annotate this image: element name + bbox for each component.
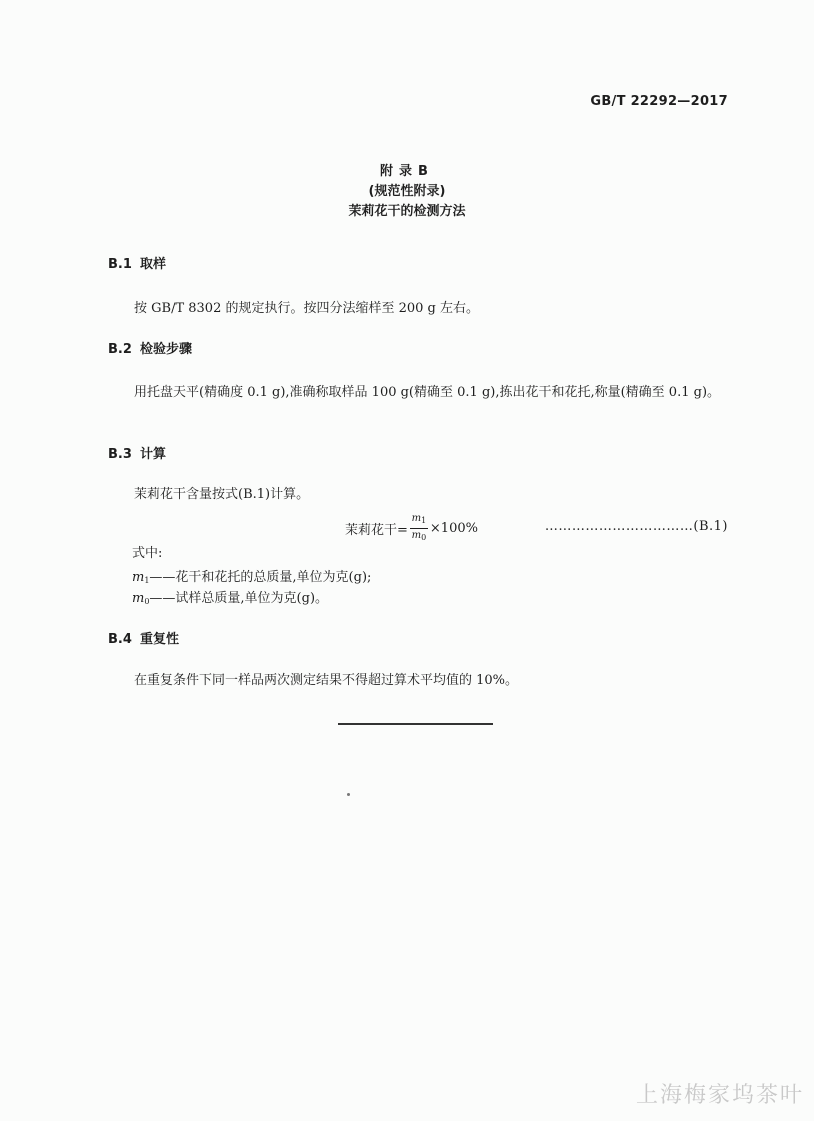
section-title-b1 [108,253,166,272]
formula-rhs: ×100% [429,520,478,536]
section-body-b2: 用托盘天平(精确度 0.1 g),准确称取样品 100 g(精确至 0.1 g),拣出花干和花托,称量(精确至 0.1 g)。 [134,385,721,400]
section-body-b1: 按 GB/T 8302 的规定执行。按四分法缩样至 200 g 左右。 [134,301,480,316]
section-title-b4 [108,628,179,647]
formula-expression [345,510,478,546]
watermark: 上海梅家坞茶叶 [635,1083,804,1108]
fraction-denominator: $m_0$ [411,529,427,542]
section-heading: 检验步骤 [140,342,193,357]
annex-label: 附录B [380,164,434,179]
section-body-b3: 茉莉花干含量按式(B.1)计算。 [134,487,310,502]
section-body-b4: 在重复条件下同一样品两次测定结果不得超过算术平均值的 10%。 [134,673,519,688]
annex-type: (规范性附录) [368,184,446,199]
definition-m0: $m_0——$试样总质量,单位为克(g)。 [132,591,329,606]
section-number: B.4 [108,632,132,647]
annex-heading [0,162,814,222]
fraction-numerator: $m_1$ [411,512,427,525]
where-intro: 式中: [132,546,163,561]
section-title-b2 [108,338,192,357]
section-number: B.3 [108,447,132,462]
scan-speck [347,793,350,796]
formula-b1 [108,510,730,546]
section-heading: 计算 [140,447,167,462]
section-heading: 取样 [140,257,167,272]
definition-m1: $m_1——$花干和花托的总质量,单位为克(g); [132,570,372,585]
end-rule [338,723,493,725]
section-title-b3 [108,443,166,462]
equation-number: ……………………………(B.1) [544,519,728,534]
section-number: B.1 [108,257,132,272]
standard-code: GB/T 22292—2017 [590,94,728,109]
fraction-bar [410,528,428,529]
formula-lhs: 茉莉花干= [345,522,408,538]
section-number: B.2 [108,342,132,357]
formula-fraction [410,513,428,544]
annex-title: 茉莉花干的检测方法 [348,204,466,219]
section-heading: 重复性 [140,632,180,647]
